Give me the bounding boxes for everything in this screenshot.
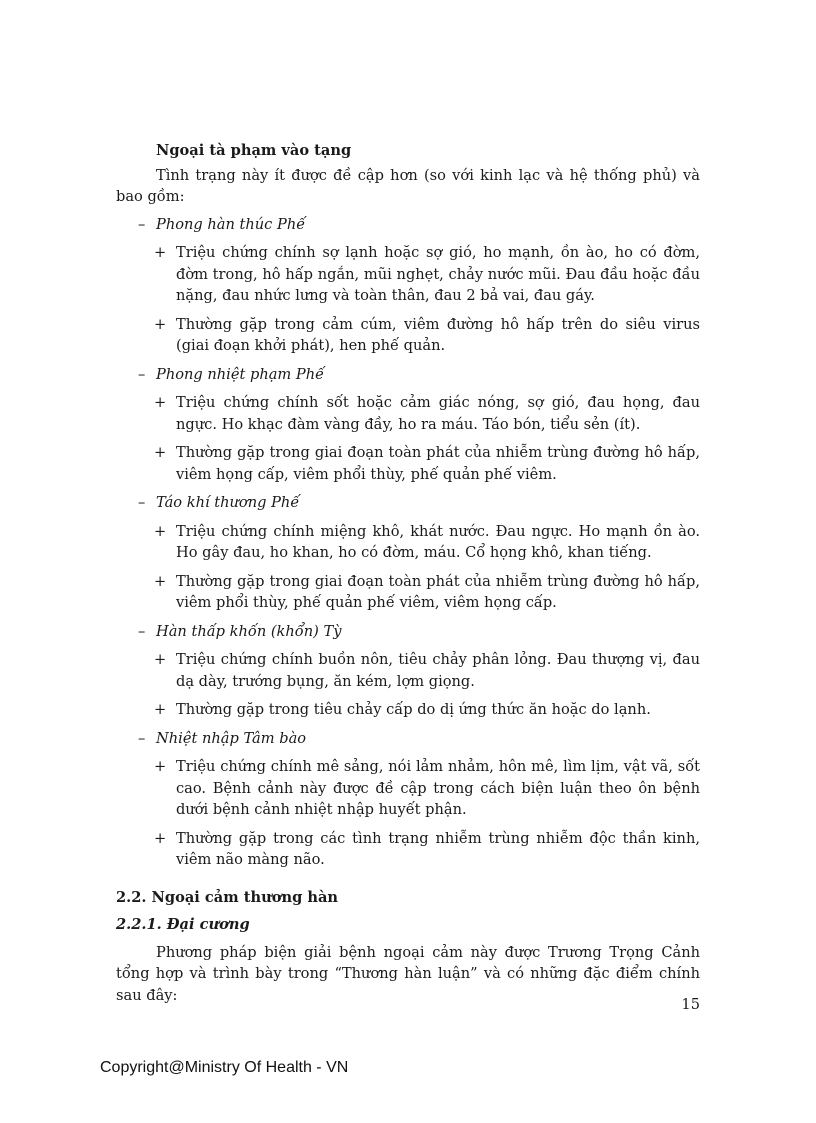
condition-title xyxy=(116,492,700,514)
dash-bullet: – xyxy=(138,494,146,511)
plus-bullet: + xyxy=(154,394,167,411)
dash-bullet: – xyxy=(138,729,146,747)
list-item xyxy=(116,442,700,485)
list-item-text: Thường gặp trong các tình trạng nhiễm trùng nhiễm độc thần kinh, viêm não màng não. xyxy=(176,829,700,868)
plus-bullet: + xyxy=(154,829,167,847)
condition-group xyxy=(116,728,700,871)
list-item xyxy=(116,828,700,871)
list-item xyxy=(116,571,700,614)
dash-bullet: – xyxy=(138,215,146,233)
condition-title-text: Táo khí thương Phế xyxy=(156,494,300,511)
condition-title-text: Phong hàn thúc Phế xyxy=(156,215,306,233)
condition-group xyxy=(116,492,700,614)
dash-bullet: – xyxy=(138,365,146,383)
heading-2-2: 2.2. Ngoại cảm thương hàn xyxy=(116,888,339,906)
plus-bullet: + xyxy=(154,758,167,775)
copyright-footer: Copyright@Ministry Of Health - VN xyxy=(100,1059,349,1076)
page-number: 15 xyxy=(681,996,700,1013)
plus-bullet: + xyxy=(154,572,167,590)
section-heading: Ngoại tà phạm vào tạng xyxy=(156,142,352,159)
condition-group xyxy=(116,621,700,721)
list-item-text: Triệu chứng chính miệng khô, khát nước. Đau ngực. Ho mạnh ồn ào. Ho gây đau, ho khan, ho có đờm, máu. Cổ họng khô, khan tiếng. xyxy=(176,522,700,561)
condition-title-text: Nhiệt nhập Tâm bào xyxy=(156,729,307,747)
list-item xyxy=(116,521,700,564)
condition-group xyxy=(116,364,700,486)
list-item-text: Triệu chứng chính buồn nôn, tiêu chảy phân lỏng. Đau thượng vị, đau dạ dày, trướng bụng, ăn kém, lợm giọng. xyxy=(176,651,700,690)
list-item xyxy=(116,649,700,692)
list-item-text: Thường gặp trong giai đoạn toàn phát của nhiễm trùng đường hô hấp, viêm phổi thùy, phế quản phế viêm, viêm họng cấp. xyxy=(176,572,700,611)
plus-bullet: + xyxy=(154,315,167,333)
intro-paragraph: Tình trạng này ít được đề cập hơn (so với kinh lạc và hệ thống phủ) và bao gồm: xyxy=(116,166,700,205)
list-item xyxy=(116,392,700,435)
condition-title xyxy=(116,621,700,643)
body-paragraph: Phương pháp biện giải bệnh ngoại cảm này được Trương Trọng Cảnh tổng hợp và trình bày trong “Thương hàn luận” và có những đặc điểm chính sau đây: xyxy=(116,943,700,1004)
list-item xyxy=(116,756,700,821)
condition-title-text: Phong nhiệt phạm Phế xyxy=(156,365,325,383)
condition-group xyxy=(116,214,700,357)
dash-bullet: – xyxy=(138,622,146,640)
list-item xyxy=(116,314,700,357)
plus-bullet: + xyxy=(154,651,167,668)
list-item xyxy=(116,699,700,721)
plus-bullet: + xyxy=(154,244,167,261)
list-item-text: Triệu chứng chính sợ lạnh hoặc sợ gió, ho mạnh, ồn ào, ho có đờm, đờm trong, hô hấp ngắn, mũi nghẹt, chảy nước mũi. Đau đầu hoặc đầu nặng, đau nhức lưng và toàn thân, đau 2 bả vai, đau gáy. xyxy=(176,244,700,304)
condition-title-text: Hàn thấp khốn (khổn) Tỳ xyxy=(156,622,342,640)
plus-bullet: + xyxy=(154,522,167,540)
condition-title xyxy=(116,214,700,236)
page-content xyxy=(116,140,700,1006)
heading-2-2-1: 2.2.1. Đại cương xyxy=(116,916,250,933)
plus-bullet: + xyxy=(154,701,167,718)
list-item-text: Triệu chứng chính mê sảng, nói lảm nhảm, hôn mê, lìm lịm, vật vã, sốt cao. Bệnh cảnh này được đề cập trong cách biện luận theo ôn bệnh dưới bệnh cảnh nhiệt nhập huyết phận. xyxy=(176,758,700,818)
list-item-text: Thường gặp trong cảm cúm, viêm đường hô hấp trên do siêu virus (giai đoạn khởi phát), hen phế quản. xyxy=(176,315,700,354)
condition-title xyxy=(116,364,700,386)
condition-title xyxy=(116,728,700,750)
plus-bullet: + xyxy=(154,444,167,461)
list-item-text: Thường gặp trong tiêu chảy cấp do dị ứng thức ăn hoặc do lạnh. xyxy=(176,701,651,718)
list-item xyxy=(116,242,700,307)
list-item-text: Triệu chứng chính sốt hoặc cảm giác nóng, sợ gió, đau họng, đau ngực. Ho khạc đàm vàng đầy, ho ra máu. Táo bón, tiểu sẻn (ít). xyxy=(176,394,700,433)
list-item-text: Thường gặp trong giai đoạn toàn phát của nhiễm trùng đường hô hấp, viêm họng cấp, viêm phổi thùy, phế quản phế viêm. xyxy=(176,444,700,483)
condition-list xyxy=(116,214,700,871)
